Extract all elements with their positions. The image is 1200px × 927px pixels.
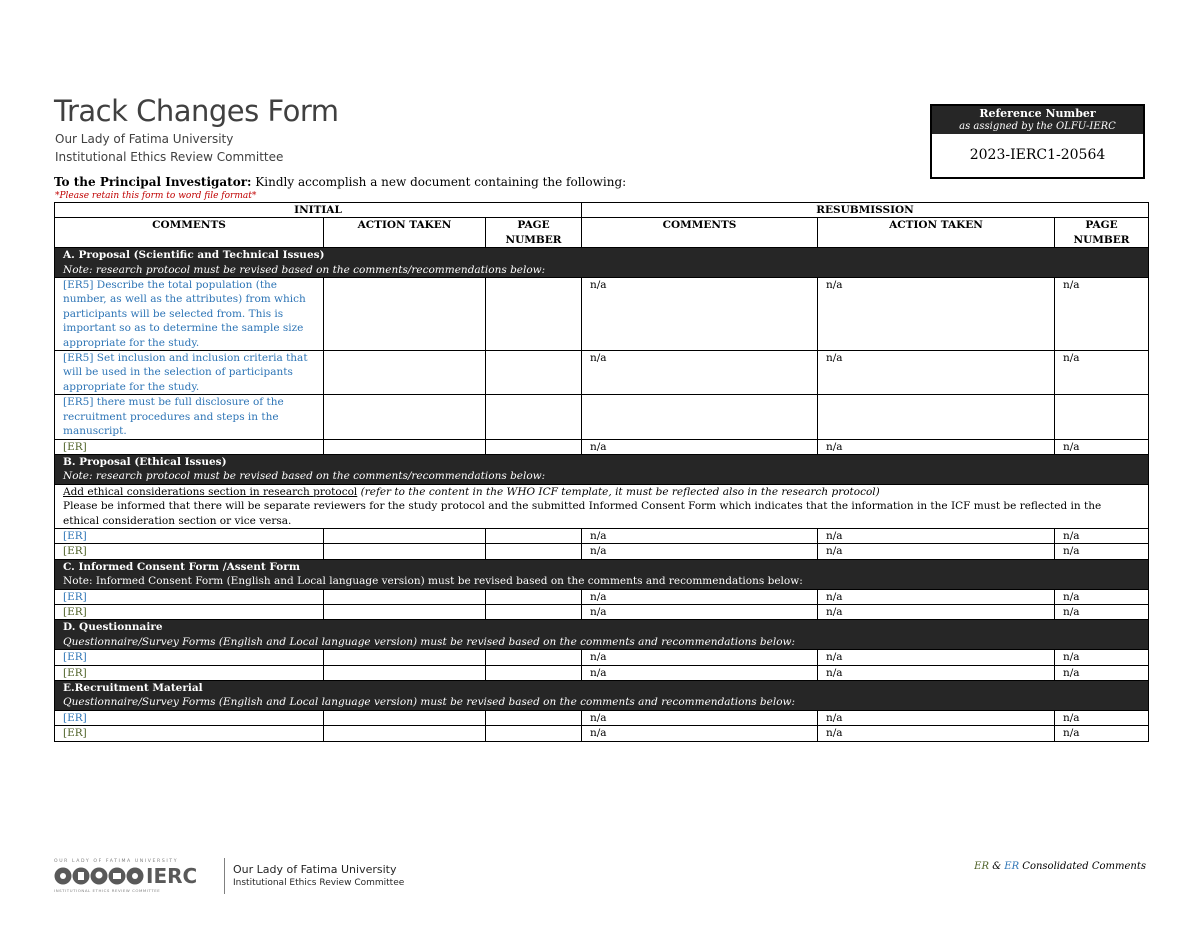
action-cell[interactable] xyxy=(324,351,486,395)
intro-bold: To the Principal Investigator: xyxy=(54,175,252,189)
action-cell[interactable] xyxy=(324,726,486,741)
comment-cell[interactable]: [ER] xyxy=(55,439,324,454)
intro-line xyxy=(54,175,626,189)
comment-cell[interactable]: [ER] xyxy=(55,710,324,725)
table-row xyxy=(55,589,1149,604)
resub-page-cell[interactable]: n/a xyxy=(1055,439,1149,454)
action-cell[interactable] xyxy=(324,665,486,680)
section-b-header xyxy=(55,454,1149,484)
col-page-number: PAGE NUMBER xyxy=(486,218,582,248)
table-row xyxy=(55,528,1149,543)
comment-cell[interactable]: [ER] xyxy=(55,589,324,604)
page-cell[interactable] xyxy=(486,589,582,604)
resub-page-cell[interactable]: n/a xyxy=(1055,726,1149,741)
reference-header xyxy=(932,106,1143,134)
resub-page-cell[interactable]: n/a xyxy=(1055,351,1149,395)
resub-action-cell[interactable]: n/a xyxy=(818,544,1055,559)
resub-comment-cell[interactable]: n/a xyxy=(582,589,818,604)
ethical-considerations-row xyxy=(55,484,1149,528)
table-row xyxy=(55,665,1149,680)
reference-number: 2023-IERC1-20564 xyxy=(969,147,1106,163)
action-cell[interactable] xyxy=(324,439,486,454)
retain-note: *Please retain this form to word file format* xyxy=(55,191,257,201)
section-e-header xyxy=(55,681,1149,711)
table-row xyxy=(55,395,1149,439)
resub-action-cell[interactable]: n/a xyxy=(818,604,1055,619)
initial-header: INITIAL xyxy=(55,203,582,218)
resub-comment-cell[interactable]: n/a xyxy=(582,604,818,619)
table-row xyxy=(55,351,1149,395)
footer-committee-name: Institutional Ethics Review Committee xyxy=(233,878,405,888)
section-note: Note: research protocol must be revised based on the comments/recommendations below: xyxy=(63,470,546,483)
resub-page-cell[interactable]: n/a xyxy=(1055,650,1149,665)
resub-action-cell[interactable]: n/a xyxy=(818,710,1055,725)
page-cell[interactable] xyxy=(486,650,582,665)
comment-cell[interactable]: [ER5] Describe the total population (the number, as well as the attributes) from which participants will be selected from. This is important so as to determine the sample size appropriate for the study. xyxy=(55,278,324,351)
section-title: D. Questionnaire xyxy=(63,621,163,634)
logo-text: IERC xyxy=(146,864,198,888)
resub-comment-cell[interactable]: n/a xyxy=(582,528,818,543)
legend-text: Consolidated Comments xyxy=(1019,861,1146,872)
comment-cell[interactable]: [ER] xyxy=(55,528,324,543)
resub-comment-cell[interactable]: n/a xyxy=(582,650,818,665)
comment-cell[interactable]: [ER] xyxy=(55,665,324,680)
table-row xyxy=(55,710,1149,725)
resub-action-cell[interactable]: n/a xyxy=(818,665,1055,680)
comment-cell[interactable]: [ER] xyxy=(55,650,324,665)
ethical-considerations-heading: Add ethical considerations section in research protocol xyxy=(63,485,358,498)
resub-action-cell[interactable]: n/a xyxy=(818,528,1055,543)
section-title: A. Proposal (Scientific and Technical Issues) xyxy=(63,249,325,262)
resub-page-cell[interactable]: n/a xyxy=(1055,589,1149,604)
table-row xyxy=(55,604,1149,619)
section-note: Questionnaire/Survey Forms (English and Local language version) must be revised based on the comments and recommendations below: xyxy=(63,696,796,709)
intro-text: Kindly accomplish a new document containing the following: xyxy=(251,175,627,189)
logo-arc-text: OUR LADY OF FATIMA UNIVERSITY xyxy=(54,859,179,864)
table-row xyxy=(55,278,1149,351)
logo-sub-text: INSTITUTIONAL ETHICS REVIEW COMMITTEE xyxy=(54,888,161,893)
section-title: C. Informed Consent Form /Assent Form xyxy=(63,560,300,573)
resub-page-cell[interactable]: n/a xyxy=(1055,544,1149,559)
section-a-header xyxy=(55,248,1149,278)
section-title: B. Proposal (Ethical Issues) xyxy=(63,455,227,468)
column-header-row xyxy=(55,218,1149,248)
table-row xyxy=(55,650,1149,665)
resub-comment-cell[interactable]: n/a xyxy=(582,544,818,559)
action-cell[interactable] xyxy=(324,278,486,351)
ethical-considerations-text: Please be informed that there will be separate reviewers for the study protocol and the submitted Informed Consent Form which indicates that the information in the ICF must be reflected in the ethical consideration section or vice versa. xyxy=(63,500,1102,527)
resub-comment-cell[interactable]: n/a xyxy=(582,278,818,351)
col-action-taken: ACTION TAKEN xyxy=(818,218,1055,248)
page-cell[interactable] xyxy=(486,351,582,395)
org-name: Our Lady of Fatima University xyxy=(55,132,234,146)
resub-action-cell[interactable]: n/a xyxy=(818,351,1055,395)
reference-label: Reference Number xyxy=(979,107,1096,120)
resub-page-cell[interactable]: n/a xyxy=(1055,710,1149,725)
action-cell[interactable] xyxy=(324,544,486,559)
resub-page-cell[interactable]: n/a xyxy=(1055,278,1149,351)
ethical-considerations-ref: (refer to the content in the WHO ICF template, it must be reflected also in the research protocol) xyxy=(357,485,880,498)
section-title: E.Recruitment Material xyxy=(63,682,203,694)
table-row xyxy=(55,544,1149,559)
page-cell[interactable] xyxy=(486,544,582,559)
comment-cell[interactable]: [ER] xyxy=(55,604,324,619)
resub-comment-cell[interactable] xyxy=(582,395,818,439)
resub-action-cell[interactable]: n/a xyxy=(818,726,1055,741)
action-cell[interactable] xyxy=(324,395,486,439)
legend-er-blue: ER xyxy=(1004,861,1020,872)
reference-box xyxy=(930,104,1145,179)
track-changes-table xyxy=(54,202,1149,742)
resub-page-cell[interactable]: n/a xyxy=(1055,604,1149,619)
ierc-logo-icon xyxy=(54,857,216,893)
page-cell[interactable] xyxy=(486,278,582,351)
action-cell[interactable] xyxy=(324,589,486,604)
resub-comment-cell[interactable]: n/a xyxy=(582,710,818,725)
page-cell[interactable] xyxy=(486,604,582,619)
resub-action-cell[interactable]: n/a xyxy=(818,589,1055,604)
section-note: Note: Informed Consent Form (English and Local language version) must be revised based on the comments and recommendations below: xyxy=(63,575,803,588)
legend-er-green: ER xyxy=(974,861,990,872)
action-cell[interactable] xyxy=(324,710,486,725)
resub-page-cell[interactable]: n/a xyxy=(1055,665,1149,680)
resub-comment-cell[interactable]: n/a xyxy=(582,665,818,680)
footer-divider xyxy=(224,858,225,894)
page-cell[interactable] xyxy=(486,395,582,439)
resub-page-cell[interactable]: n/a xyxy=(1055,528,1149,543)
legend-amp: & xyxy=(989,861,1005,872)
resub-comment-cell[interactable]: n/a xyxy=(582,351,818,395)
page-cell[interactable] xyxy=(486,439,582,454)
resub-action-cell[interactable]: n/a xyxy=(818,439,1055,454)
comment-cell[interactable]: [ER] xyxy=(55,544,324,559)
col-page-number: PAGE NUMBER xyxy=(1055,218,1149,248)
resub-action-cell[interactable]: n/a xyxy=(818,650,1055,665)
resubmission-header: RESUBMISSION xyxy=(582,203,1149,218)
col-comments: COMMENTS xyxy=(55,218,324,248)
action-cell[interactable] xyxy=(324,650,486,665)
committee-name: Institutional Ethics Review Committee xyxy=(55,150,284,164)
comment-cell[interactable]: [ER] xyxy=(55,726,324,741)
reference-sublabel: as assigned by the OLFU-IERC xyxy=(959,121,1116,132)
resub-action-cell[interactable]: n/a xyxy=(818,278,1055,351)
section-d-header xyxy=(55,620,1149,650)
resub-action-cell[interactable] xyxy=(818,395,1055,439)
resub-comment-cell[interactable]: n/a xyxy=(582,439,818,454)
section-note: Note: research protocol must be revised based on the comments/recommendations below: xyxy=(63,263,546,276)
resub-page-cell[interactable] xyxy=(1055,395,1149,439)
ethical-considerations-cell xyxy=(55,484,1149,528)
col-comments: COMMENTS xyxy=(582,218,818,248)
resub-comment-cell[interactable]: n/a xyxy=(582,726,818,741)
form-title: Track Changes Form xyxy=(54,94,339,128)
footer-org-name: Our Lady of Fatima University xyxy=(233,863,397,876)
group-header-row xyxy=(55,203,1149,218)
page-cell[interactable] xyxy=(486,665,582,680)
action-cell[interactable] xyxy=(324,528,486,543)
col-action-taken: ACTION TAKEN xyxy=(324,218,486,248)
table-row xyxy=(55,439,1149,454)
comment-cell[interactable]: [ER5] there must be full disclosure of the recruitment procedures and steps in the manuscript. xyxy=(55,395,324,439)
comment-cell[interactable]: [ER5] Set inclusion and inclusion criteria that will be used in the selection of participants appropriate for the study. xyxy=(55,351,324,395)
action-cell[interactable] xyxy=(324,604,486,619)
section-note: Questionnaire/Survey Forms (English and Local language version) must be revised based on the comments and recommendations below: xyxy=(63,635,796,648)
page-cell[interactable] xyxy=(486,710,582,725)
section-c-header xyxy=(55,559,1149,589)
legend xyxy=(974,861,1146,872)
page-cell[interactable] xyxy=(486,726,582,741)
table-row xyxy=(55,726,1149,741)
page-cell[interactable] xyxy=(486,528,582,543)
